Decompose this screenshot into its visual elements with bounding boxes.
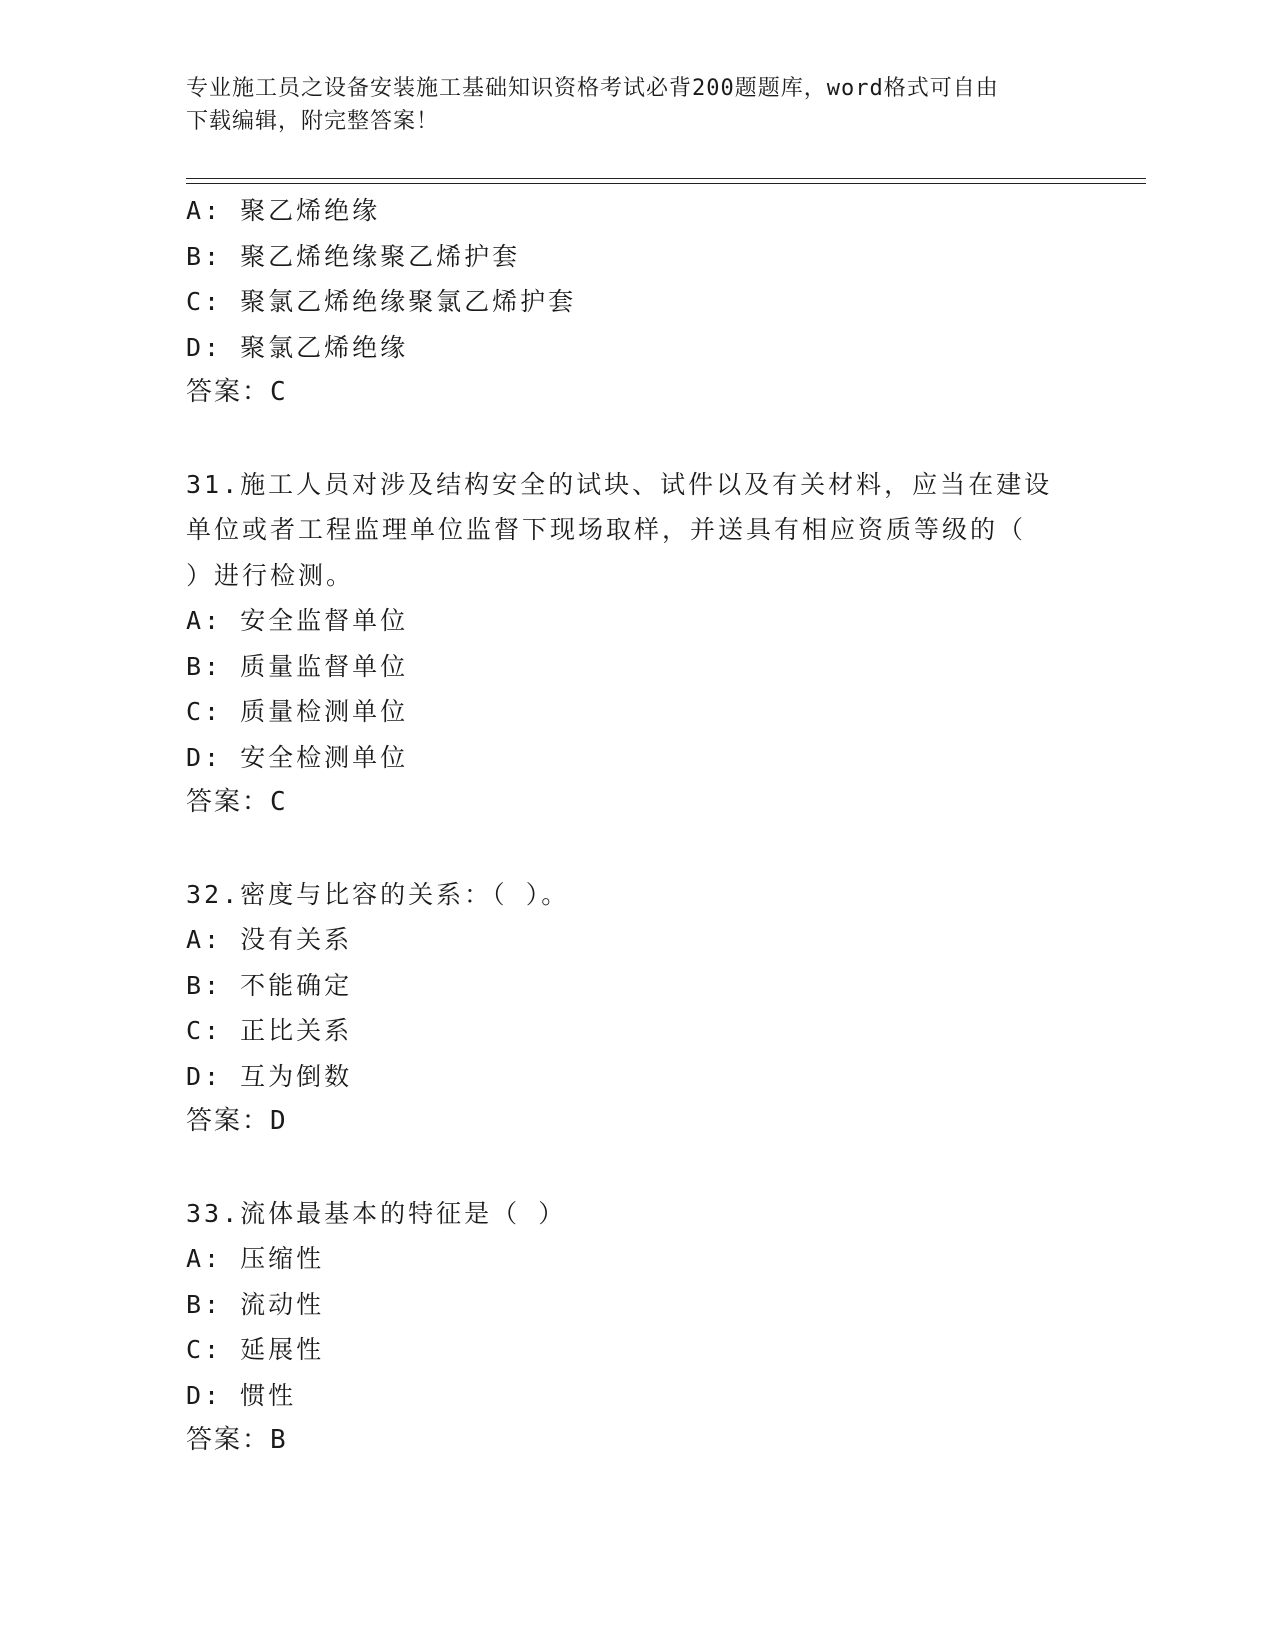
answer-value: D [270,1106,288,1136]
answer-line [186,1099,1066,1145]
question-text-line: ）进行检测。 [186,560,355,590]
option-c: C: 延展性 [186,1335,325,1364]
question-text-line: 33.流体最基本的特征是（ ） [186,1198,567,1228]
question-text-line: 32.密度与比容的关系：（ ）。 [186,879,570,909]
question-list [186,188,1066,1464]
option-c: C: 聚氯乙烯绝缘聚氯乙烯护套 [186,287,577,316]
option-b: B: 质量监督单位 [186,651,409,681]
question-block [186,188,1066,416]
answer-line [186,780,1066,826]
question-text-line: 单位或者工程监理单位监督下现场取样，并送具有相应资质等级的（ [186,515,1027,544]
question-block [186,872,1066,1145]
option-c: C: 正比关系 [186,1016,353,1045]
option-d: D: 惯性 [186,1380,297,1410]
block-spacer [186,416,1066,462]
question-text-line: 31.施工人员对涉及结构安全的试块、试件以及有关材料，应当在建设 [186,469,1053,499]
header-line-2: 下载编辑，附完整答案！ [186,109,440,134]
document-header [186,72,1066,138]
answer-value: B [270,1425,288,1455]
option-b: B: 聚乙烯绝缘聚乙烯护套 [186,241,521,271]
answer-label: 答案： [186,377,271,407]
answer-value: C [270,377,288,407]
answer-value: C [270,787,288,817]
option-a: A: 安全监督单位 [186,606,409,635]
header-divider-bottom [186,183,1146,184]
option-b: B: 流动性 [186,1289,325,1319]
question-block [186,462,1066,826]
answer-label: 答案： [186,1425,271,1455]
option-a: A: 没有关系 [186,925,353,954]
option-b: B: 不能确定 [186,970,353,1000]
block-spacer [186,1145,1066,1191]
block-spacer [186,826,1066,872]
answer-label: 答案： [186,1106,271,1136]
header-divider-top [186,178,1146,179]
answer-line [186,1418,1066,1464]
option-c: C: 质量检测单位 [186,697,409,726]
answer-line [186,370,1066,416]
option-d: D: 互为倒数 [186,1061,353,1091]
question-block [186,1191,1066,1464]
option-d: D: 安全检测单位 [186,742,409,772]
option-a: A: 聚乙烯绝缘 [186,196,381,225]
answer-label: 答案： [186,787,271,817]
header-line-1: 专业施工员之设备安装施工基础知识资格考试必背200题题库，word格式可自由 [186,76,999,101]
option-d: D: 聚氯乙烯绝缘 [186,332,409,362]
option-a: A: 压缩性 [186,1244,325,1273]
